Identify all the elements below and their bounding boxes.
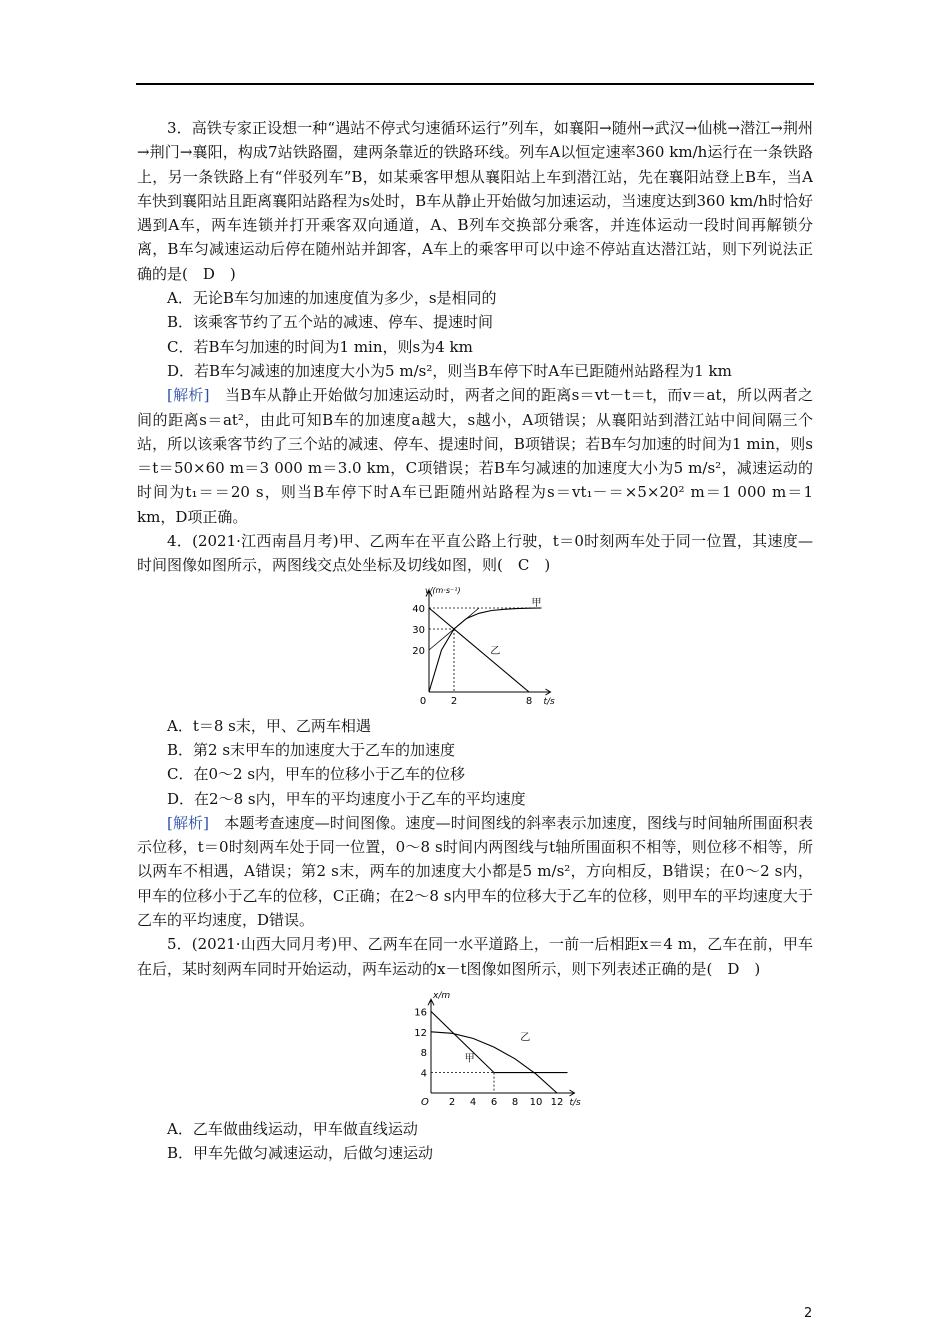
series-jia-line [431, 1011, 568, 1072]
series-yi-curve [431, 1032, 557, 1093]
q5-option-a: A．乙车做曲线运动，甲车做直线运动 [167, 1119, 418, 1138]
y-tick-label: 16 [414, 1007, 427, 1019]
y-tick-label: 8 [420, 1048, 427, 1060]
y-tick-label: 40 [412, 603, 425, 615]
x-tick-label: 2 [448, 1096, 456, 1108]
x-axis-label: t/s [569, 1097, 581, 1108]
y-tick-label: 20 [412, 645, 425, 657]
label-yi: 乙 [490, 645, 501, 657]
q4-analysis [137, 811, 813, 932]
q3-option-c: C．若B车匀加速的时间为1 min，则s为4 km [167, 337, 473, 356]
q5-stem: 5．(2021·山西大同月考)甲、乙两车在同一水平道路上，一前一后相距x＝4 m，乙车在前，甲车在后，某时刻两车同时开始运动，两车运动的x－t图像如图所示，则下列表述正确的是( D ) [137, 935, 813, 978]
q4-option-d: D．在2～8 s内，甲车的平均速度小于乙车的平均速度 [167, 789, 526, 808]
q3-option-d: D．若B车匀减速的加速度大小为5 m/s²，则当B车停下时A车已距随州站路程为1 km [167, 361, 732, 380]
x-tick-label: 10 [529, 1096, 543, 1108]
x-tick-label: 12 [550, 1096, 564, 1108]
x-tick-label: 8 [511, 1096, 519, 1108]
series-jia-curve [429, 608, 542, 692]
x-tick-label: 8 [525, 695, 533, 707]
document-body [137, 116, 813, 1166]
y-tick-label: 4 [420, 1068, 427, 1080]
q4-option-b: B．第2 s末甲车的加速度大于乙车的加速度 [167, 740, 456, 759]
q4-option-a: A．t＝8 s末，甲、乙两车相遇 [167, 716, 371, 735]
y-tick-label: 12 [414, 1027, 427, 1039]
q5-option-b: B．甲车先做匀减速运动，后做匀速运动 [167, 1144, 434, 1163]
q4-option-c: C．在0～2 s内，甲车的位移小于乙车的位移 [167, 765, 466, 784]
x-tick-label: 4 [469, 1096, 477, 1108]
q3-stem: 3．高铁专家正设想一种“遇站不停式匀速循环运行”列车，如襄阳→随州→武汉→仙桃→潜江→荆州→荆门→襄阳，构成7站铁路圈，建两条靠近的铁路环线。列车A以恒定速率360 km/h运行在一条铁路上，另一条铁路上有“伴驳列车”B，如某乘客甲想从襄阳站上车到潜江站，先在襄阳站登上B车，当A车快到襄阳站且距离襄阳站路程为s处时，B车从静止开始做匀加速运动，当速度达到360 km/h时恰好遇到A车，两车连锁并打开乘客双向通道，A、B列车交换部分乘客，并连体运动一段时间再解锁分离，B车匀减速运动后停在随州站并卸客，A车上的乘客甲可以中途不停站直达潜江站，则下列说法正确的是( D ) [137, 119, 813, 283]
y-tick-label: 30 [412, 624, 425, 636]
q4-velocity-time-chart [405, 584, 555, 708]
x-tick-label: 2 [450, 695, 458, 707]
q3-option-b: B．该乘客节约了五个站的减速、停车、提速时间 [167, 313, 494, 332]
x-tick-label: 0 [419, 695, 427, 707]
label-jia: 甲 [464, 1053, 475, 1065]
q5-position-time-chart [409, 989, 584, 1109]
q4-stem: 4．(2021·江西南昌月考)甲、乙两车在平直公路上行驶，t＝0时刻两车处于同一位置，其速度—时间图像如图所示，两图线交点处坐标及切线如图，则( C ) [137, 532, 813, 575]
q4-analysis-tag: [解析] [167, 813, 210, 832]
q3-analysis-text: 当B车从静止开始做匀加速运动时，两者之间的距离s＝vt－t＝t，而v＝at，所以两者之间的距离s＝at²，由此可知B车的加速度a越大，s越小，A项错误；从襄阳站到潜江站中间间隔三个站，所以该乘客节约了三个站的减速、停车、提速时间，B项错误；若B车匀加速的时间为1 min，则s＝t＝50×60 m＝3 000 m＝3.0 km，C项错误；若B车匀减速的加速度大小为5 m/s²，减速运动的时间为t₁＝＝20 s，则当B车停下时A车已距随州站路程为s＝vt₁－＝×5×20² m＝1 000 m＝1 km，D项正确。 [137, 386, 813, 526]
q4-analysis-text: 本题考查速度—时间图像。速度—时间图线的斜率表示加速度，图线与时间轴所围面积表示位移，t＝0时刻两车处于同一位置，0～8 s时间内两图线与t轴所围面积不相等，则位移不相等，所以两车不相遇，A错误；第2 s末，两车的加速度大小都是5 m/s²，方向相反，B错误；在0～2 s内，甲车的位移小于乙车的位移，C正确；在2～8 s内甲车的位移大于乙车的位移，则甲车的平均速度大于乙车的平均速度，D错误。 [137, 813, 813, 930]
x-tick-label: 6 [490, 1096, 498, 1108]
series-yi-line [429, 608, 529, 692]
label-jia: 甲 [531, 597, 542, 609]
q3-analysis [137, 383, 813, 529]
y-axis-label: x/m [433, 990, 451, 1001]
label-yi: 乙 [520, 1032, 531, 1044]
x-axis-label: t/s [543, 696, 555, 707]
q3-option-a: A．无论B车匀加速的加速度值为多少，s是相同的 [167, 289, 497, 308]
header-rule [136, 83, 814, 85]
y-axis-label: v/(m·s⁻¹) [425, 585, 461, 595]
q3-analysis-tag: [解析] [167, 386, 210, 405]
origin-label: O [421, 1096, 429, 1108]
page-number: 2 [804, 1306, 813, 1321]
